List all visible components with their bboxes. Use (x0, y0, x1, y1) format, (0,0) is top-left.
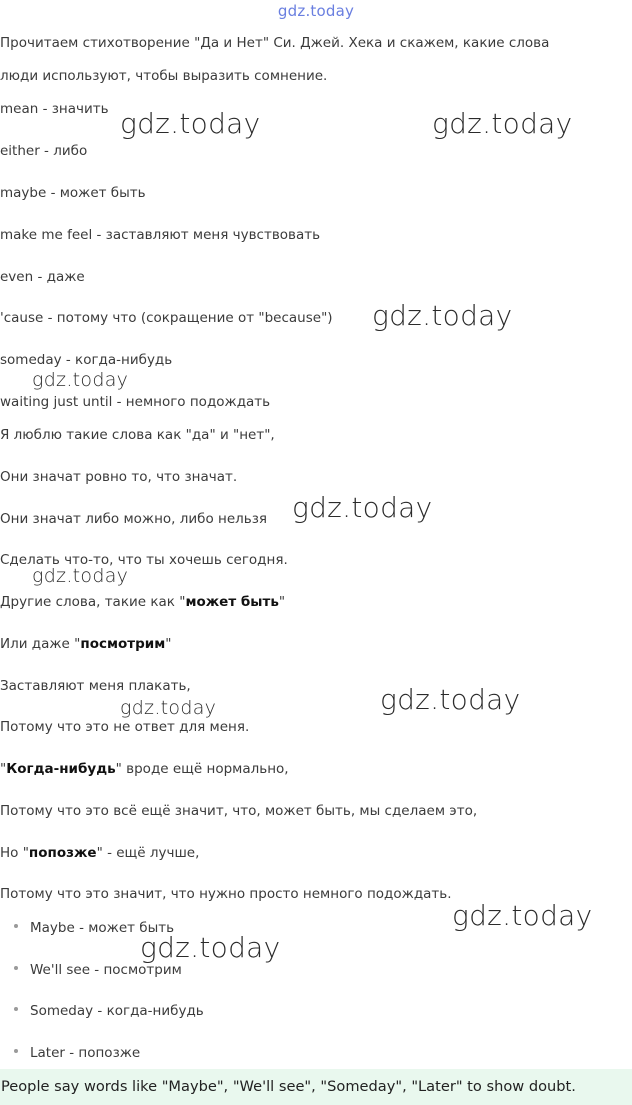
bullet-dot-icon (14, 924, 18, 928)
vocab-item: 'cause - потому что (сокращение от "because") (0, 310, 333, 326)
watermark: gdz.today (292, 491, 433, 524)
intro-text-line-1: Прочитаем стихотворение "Да и Нет" Си. Джей. Хека и скажем, какие слова (0, 35, 550, 51)
watermark: gdz.today (452, 899, 593, 932)
poem-text: " вроде ещё нормально, (115, 761, 289, 777)
poem-line: Я люблю такие слова как "да" и "нет", (0, 427, 275, 443)
bullet-item (14, 1002, 204, 1020)
vocab-item: maybe - может быть (0, 185, 146, 201)
poem-line (0, 844, 199, 862)
poem-line (0, 760, 289, 778)
poem-text: Другие слова, такие как " (0, 594, 186, 610)
bullet-text: Someday - когда-нибудь (30, 1003, 204, 1019)
watermark: gdz.today (372, 299, 513, 332)
poem-bold-word: Когда-нибудь (6, 761, 116, 777)
bullet-item (14, 1044, 140, 1062)
poem-text: " (278, 594, 286, 610)
watermark: gdz.today (140, 931, 281, 964)
watermark: gdz.today (32, 369, 129, 391)
vocab-item: either - либо (0, 143, 88, 159)
poem-line (0, 593, 285, 611)
answer-block (0, 1069, 632, 1105)
poem-line (0, 635, 172, 653)
bullet-text: We'll see - посмотрим (30, 962, 182, 978)
vocab-item: even - даже (0, 269, 85, 285)
poem-line: Сделать что-то, что ты хочешь сегодня. (0, 552, 288, 568)
bullet-text: Later - попозже (30, 1045, 141, 1061)
watermark: gdz.today (380, 683, 521, 716)
intro-text-line-2: люди используют, чтобы выразить сомнение. (0, 68, 328, 84)
poem-text: Или даже " (0, 636, 81, 652)
poem-bold-word: может быть (185, 594, 279, 610)
poem-line: Потому что это не ответ для меня. (0, 719, 250, 735)
poem-text: " (0, 761, 7, 777)
bullet-dot-icon (14, 1049, 18, 1053)
bullet-item (14, 919, 174, 937)
bullet-dot-icon (14, 1007, 18, 1011)
poem-line: Они значат либо можно, либо нельзя (0, 511, 268, 527)
bullet-item (14, 961, 182, 979)
poem-bold-word: попозже (28, 845, 97, 861)
vocab-item: mean - значить (0, 101, 109, 117)
poem-text: Но " (0, 845, 29, 861)
poem-bold-word: посмотрим (80, 636, 166, 652)
watermark: gdz.today (432, 107, 573, 140)
answer-text: People say words like "Maybe", "We'll see", "Someday", "Later" to show doubt. (1, 1078, 576, 1095)
bullet-text: Maybe - может быть (30, 920, 175, 936)
poem-line: Заставляют меня плакать, (0, 678, 191, 694)
bullet-dot-icon (14, 966, 18, 970)
watermark: gdz.today (32, 565, 129, 587)
poem-line: Они значат ровно то, что значат. (0, 469, 238, 485)
watermark: gdz.today (120, 697, 217, 719)
watermark: gdz.today (120, 107, 261, 140)
site-logo[interactable]: gdz.today (277, 2, 355, 20)
vocab-item: waiting just until - немного подождать (0, 394, 271, 410)
vocab-item: make me feel - заставляют меня чувствовать (0, 227, 321, 243)
poem-text: " - ещё лучше, (96, 845, 200, 861)
poem-line: Потому что это всё ещё значит, что, может быть, мы сделаем это, (0, 803, 478, 819)
vocab-item: someday - когда-нибудь (0, 352, 173, 368)
poem-text: " (165, 636, 172, 652)
poem-line: Потому что это значит, что нужно просто немного подождать. (0, 886, 452, 902)
